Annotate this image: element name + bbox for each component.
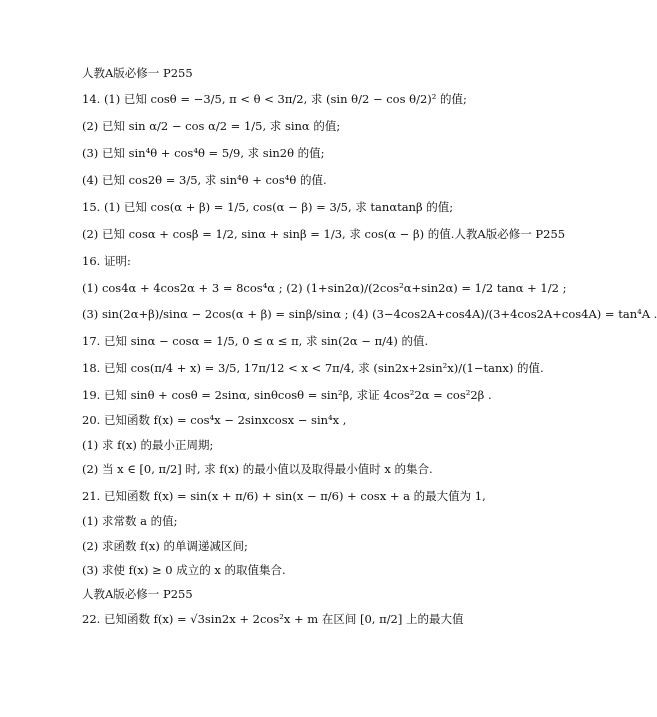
problem-16-parts-1-2: (1) cos4α + 4cos2α + 3 = 8cos⁴α ; (2) (1+sin2α)/(2cos²α+sin2α) = 1/2 tanα + 1/2 ; xyxy=(82,281,567,295)
problem-14-part-2: (2) 已知 sin α/2 − cos α/2 = 1/5, 求 sinα 的值; xyxy=(82,119,341,133)
problem-20-part-1: (1) 求 f(x) 的最小正周期; xyxy=(82,438,214,452)
problem-16-heading: 16. 证明: xyxy=(82,254,131,268)
problem-14-part-1: 14. (1) 已知 cosθ = −3/5, π < θ < 3π/2, 求 (sin θ/2 − cos θ/2)² 的值; xyxy=(82,92,467,106)
problem-15-part-2: (2) 已知 cosα + cosβ = 1/2, sinα + sinβ = 1/3, 求 cos(α − β) 的值.人教A版必修一 P255 xyxy=(82,227,566,241)
problem-20: 20. 已知函数 f(x) = cos⁴x − 2sinxcosx − sin⁴x , xyxy=(82,413,347,427)
problem-17: 17. 已知 sinα − cosα = 1/5, 0 ≤ α ≤ π, 求 sin(2α − π/4) 的值. xyxy=(82,334,429,348)
source-heading: 人教A版必修一 P255 xyxy=(82,66,193,80)
problem-14-part-3: (3) 已知 sin⁴θ + cos⁴θ = 5/9, 求 sin2θ 的值; xyxy=(82,146,325,160)
problem-14-part-4: (4) 已知 cos2θ = 3/5, 求 sin⁴θ + cos⁴θ 的值. xyxy=(82,173,327,187)
source-heading-2: 人教A版必修一 P255 xyxy=(82,587,193,601)
problem-22: 22. 已知函数 f(x) = √3sin2x + 2cos²x + m 在区间 [0, π/2] 上的最大值 xyxy=(82,612,464,626)
problem-20-part-2: (2) 当 x ∈ [0, π/2] 时, 求 f(x) 的最小值以及取得最小值时 x 的集合. xyxy=(82,462,433,476)
problem-21-part-1: (1) 求常数 a 的值; xyxy=(82,514,178,528)
problem-21-part-3: (3) 求使 f(x) ≥ 0 成立的 x 的取值集合. xyxy=(82,563,286,577)
problem-21: 21. 已知函数 f(x) = sin(x + π/6) + sin(x − π/6) + cosx + a 的最大值为 1, xyxy=(82,489,486,503)
problem-16-parts-3-4: (3) sin(2α+β)/sinα − 2cos(α + β) = sinβ/sinα ; (4) (3−4cos2A+cos4A)/(3+4cos2A+cos4A) = tan⁴A . xyxy=(82,307,657,321)
problem-21-part-2: (2) 求函数 f(x) 的单调递减区间; xyxy=(82,539,248,553)
problem-19: 19. 已知 sinθ + cosθ = 2sinα, sinθcosθ = sin²β, 求证 4cos²2α = cos²2β . xyxy=(82,388,492,402)
problem-18: 18. 已知 cos(π/4 + x) = 3/5, 17π/12 < x < 7π/4, 求 (sin2x+2sin²x)/(1−tanx) 的值. xyxy=(82,361,544,375)
problem-15-part-1: 15. (1) 已知 cos(α + β) = 1/5, cos(α − β) = 3/5, 求 tanαtanβ 的值; xyxy=(82,200,454,214)
